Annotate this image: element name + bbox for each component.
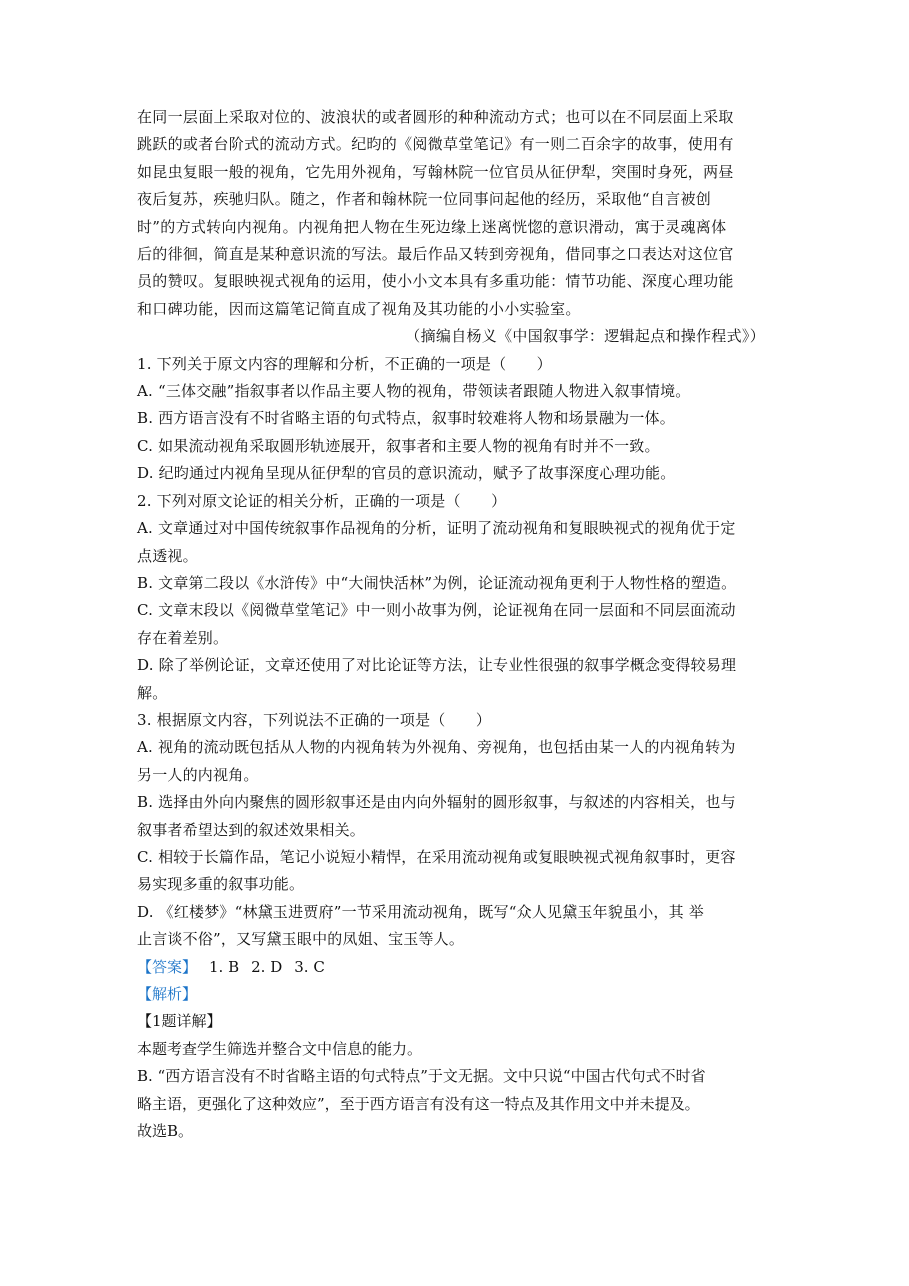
explanation-line: 故选B。	[137, 1122, 194, 1141]
question-2-option-c-cont: 存在着差别。	[137, 628, 229, 647]
question-2-option-b: B. 文章第二段以《水浒传》中“大闹快活林”为例，论证流动视角更利于人物性格的塑造。	[137, 573, 737, 592]
answer-item: 1. B	[209, 957, 240, 976]
question-3-option-d-cont: 止言谈不俗”，又写黛玉眼中的凤姐、宝玉等人。	[137, 930, 465, 949]
passage-line: 在同一层面上采取对位的、波浪状的或者圆形的种种流动方式；也可以在不同层面上采取	[137, 108, 734, 126]
document-content	[137, 104, 773, 1145]
explanation-line: 略主语，更强化了这种效应”，至于西方语言有没有这一特点及其作用文中并未提及。	[137, 1094, 700, 1113]
explanation-heading: 【1题详解】	[137, 1012, 222, 1031]
passage-line: 时”的方式转向内视角。内视角把人物在生死边缘上迷离恍惚的意识滑动，寓于灵魂离体	[137, 217, 727, 236]
question-1-option-d: D. 纪昀通过内视角呈现从征伊犁的官员的意识流动，赋予了故事深度心理功能。	[137, 464, 676, 483]
question-3-option-a-cont: 另一人的内视角。	[137, 765, 259, 784]
passage-line: 跳跃的或者台阶式的流动方式。纪昀的《阅微草堂笔记》有一则二百余字的故事，使用有	[137, 135, 734, 154]
passage	[137, 104, 773, 351]
question-2-option-d-cont: 解。	[137, 683, 168, 702]
question-3-option-b-cont: 叙事者希望达到的叙述效果相关。	[137, 820, 366, 839]
answer-item: 2. D	[251, 957, 283, 976]
answer-line	[137, 954, 773, 981]
question-2-option-c: C. 文章末段以《阅微草堂笔记》中一则小故事为例，论证视角在同一层面和不同层面流动	[137, 601, 736, 620]
passage-line: 夜后复苏，疾驰归队。随之，作者和翰林院一位同事问起他的经历，采取他“自言被创	[137, 190, 712, 209]
question-3-option-b: B. 选择由外向内聚焦的圆形叙事还是由内向外辐射的圆形叙事，与叙述的内容相关，也与	[137, 793, 736, 812]
passage-line: 员的赞叹。复眼映视式视角的运用，使小小文本具有多重功能：情节功能、深度心理功能	[137, 272, 734, 291]
question-3-option-c: C. 相较于长篇作品，笔记小说短小精悍，在采用流动视角或复眼映视式视角叙事时，更容	[137, 847, 736, 866]
question-2-option-a-cont: 点透视。	[137, 546, 198, 565]
question-3-stem: 3. 根据原文内容，下列说法不正确的一项是（ ）	[137, 710, 492, 729]
question-2-option-d: D. 除了举例论证，文章还使用了对比论证等方法，让专业性很强的叙事学概念变得较易理	[137, 656, 737, 675]
question-1-stem: 1. 下列关于原文内容的理解和分析，不正确的一项是（ ）	[137, 354, 552, 373]
question-1-option-b: B. 西方语言没有不时省略主语的句式特点，叙事时较难将人物和场景融为一体。	[137, 409, 675, 428]
questions	[137, 351, 773, 954]
answer-block	[137, 954, 773, 1146]
answer-tag: 【答案】	[137, 957, 198, 976]
explanation-line: 本题考查学生筛选并整合文中信息的能力。	[137, 1039, 423, 1058]
source-attribution: （摘编自杨义《中国叙事学：逻辑起点和操作程式》）	[405, 327, 765, 346]
answer-item: 3. C	[294, 957, 325, 976]
analysis-tag: 【解析】	[137, 985, 198, 1003]
question-3-option-d: D. 《红楼梦》“林黛玉进贾府”一节采用流动视角，既写“众人见黛玉年貌虽小，其 举	[137, 902, 705, 921]
explanation-line: B. “西方语言没有不时省略主语的句式特点”于文无据。文中只说“中国古代句式不时省	[137, 1067, 706, 1086]
question-2-stem: 2. 下列对原文论证的相关分析，正确的一项是（ ）	[137, 491, 507, 510]
passage-line: 如昆虫复眼一般的视角，它先用外视角，写翰林院一位官员从征伊犁，突围时身死，两昼	[137, 162, 734, 181]
question-1-option-a: A. “三体交融”指叙事者以作品主要人物的视角，带领读者跟随人物进入叙事情境。	[137, 382, 691, 401]
passage-line: 和口碑功能，因而这篇笔记简直成了视角及其功能的小小实验室。	[137, 299, 581, 318]
passage-line: 后的徘徊，简直是某种意识流的写法。最后作品又转到旁视角，借同事之口表达对这位官	[137, 245, 734, 264]
question-3-option-a: A. 视角的流动既包括从人物的内视角转为外视角、旁视角，也包括由某一人的内视角转为	[137, 738, 736, 757]
question-1-option-c: C. 如果流动视角采取圆形轨迹展开，叙事者和主要人物的视角有时并不一致。	[137, 436, 660, 455]
question-3-option-c-cont: 易实现多重的叙事功能。	[137, 875, 305, 894]
question-2-option-a: A. 文章通过对中国传统叙事作品视角的分析，证明了流动视角和复眼映视式的视角优于定	[137, 519, 736, 538]
